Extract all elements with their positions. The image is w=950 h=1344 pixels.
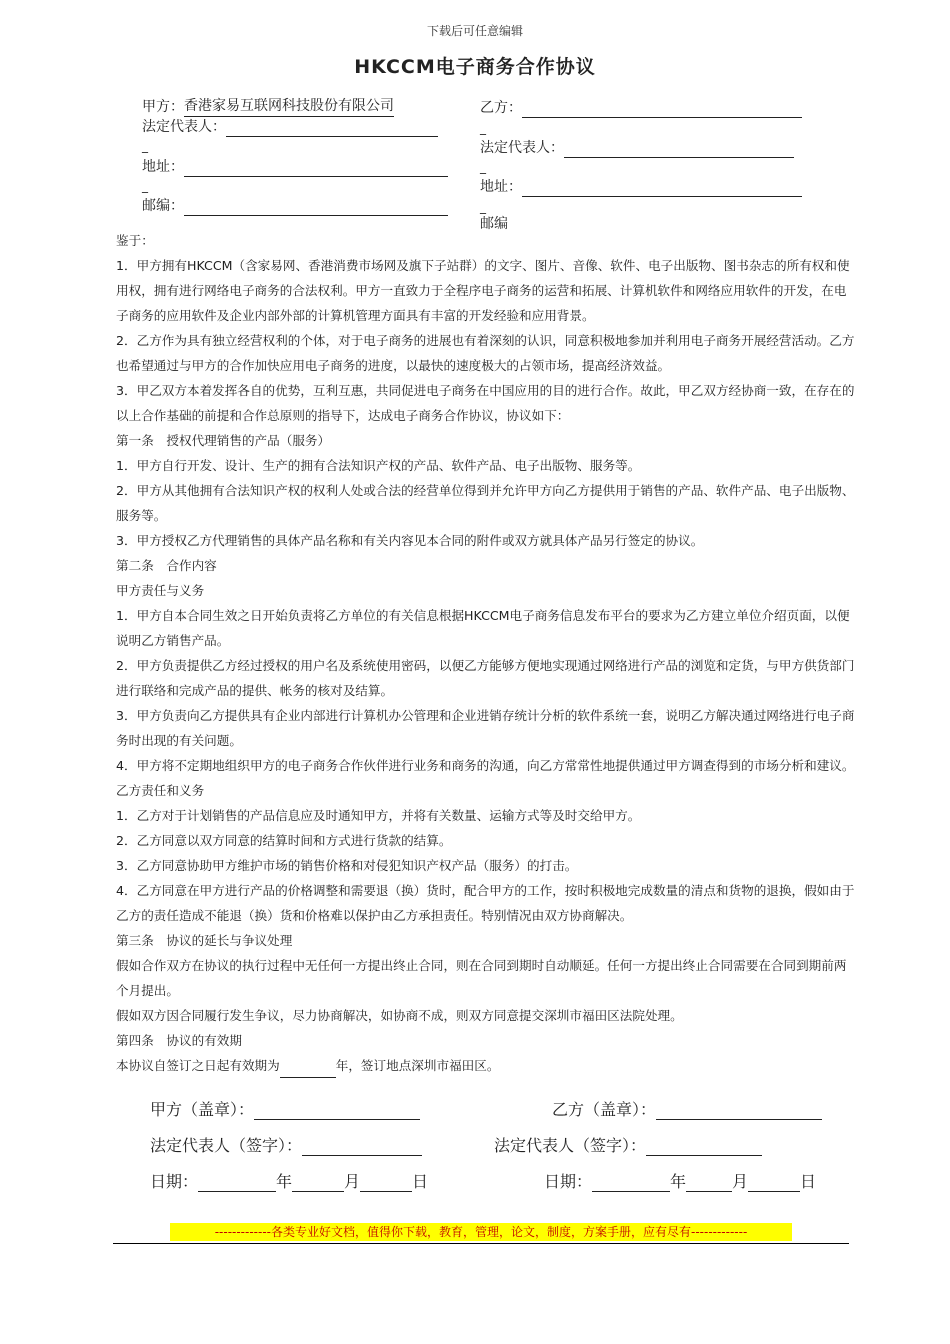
party-a-rep-overflow: _ xyxy=(142,139,148,153)
party-a-rep-line xyxy=(142,117,438,137)
party-a-address-overflow: _ xyxy=(142,179,148,193)
footer-banner: -------------各类专业好文档，值得你下载，教育，管理，论文，制度，方案手册，应有尽有------------- xyxy=(170,1223,792,1241)
party-a-rep-sign-label: 法定代表人（签字）： xyxy=(150,1136,303,1155)
party-a-rep-sign-line xyxy=(150,1133,422,1156)
paragraph: 2．乙方同意以双方同意的结算时间和方式进行货款的结算。 xyxy=(116,833,452,848)
party-a-rep-label: 法定代表人： xyxy=(142,119,226,135)
paragraph: 2．乙方作为具有独立经营权利的个体，对于电子商务的进展也有着深刻的认识，同意积极地参加并利用电子商务开展经营活动。乙方也希望通过与甲方的合作加快应用电子商务的进度，以最快的速度极大的占领市场，提高经济效益。 xyxy=(116,333,855,373)
preamble: 鉴于： xyxy=(116,233,154,248)
party-a-seal-line xyxy=(150,1097,420,1120)
validity-prefix: 本协议自签订之日起有效期为 xyxy=(116,1058,280,1073)
party-b-rep-sign-label: 法定代表人（签字）： xyxy=(494,1136,647,1155)
paragraph: 假如合作双方在协议的执行过程中无任何一方提出终止合同，则在合同到期时自动顺延。任何一方提出终止合同需要在合同到期前两个月提出。 xyxy=(116,958,847,998)
paragraph: 3．甲乙双方本着发挥各自的优势，互利互惠，共同促进电子商务在中国应用的目的进行合作。故此，甲乙双方经协商一致，在存在的以上合作基础的前提和合作总原则的指导下，达成电子商务合作协议，协议如下： xyxy=(116,383,855,423)
party-a-seal-blank xyxy=(254,1100,420,1120)
party-a-address-blank xyxy=(184,159,448,177)
header-note: 下载后可任意编辑 xyxy=(426,24,523,38)
party-a-postcode-blank xyxy=(184,198,448,216)
day-blank xyxy=(748,1172,800,1192)
year-label: 年 xyxy=(670,1172,687,1191)
party-b-name-blank xyxy=(522,100,802,118)
party-b-rep-sign-line xyxy=(494,1133,762,1156)
paragraph: 1．乙方对于计划销售的产品信息应及时通知甲方，并将有关数量、运输方式等及时交给甲方。 xyxy=(116,808,641,823)
party-a-postcode-line xyxy=(142,196,448,216)
party-b-rep-label: 法定代表人： xyxy=(480,140,564,156)
party-b-label: 乙方： xyxy=(480,100,522,116)
party-b-seal-line xyxy=(552,1097,822,1120)
paragraph: 3．甲方授权乙方代理销售的具体产品名称和有关内容见本合同的附件或双方就具体产品另行签定的协议。 xyxy=(116,533,704,548)
party-a-name-line xyxy=(142,96,394,117)
subsection-heading: 乙方责任和义务 xyxy=(116,783,205,798)
paragraph: 1．甲方自本合同生效之日开始负责将乙方单位的有关信息根据HKCCM电子商务信息发布平台的要求为乙方建立单位介绍页面，以便说明乙方销售产品。 xyxy=(116,608,850,648)
section-heading: 第四条 协议的有效期 xyxy=(116,1033,242,1048)
party-b-rep-sign-blank xyxy=(646,1136,762,1156)
month-blank xyxy=(292,1172,344,1192)
party-a-rep-blank xyxy=(226,119,438,137)
paragraph: 1．甲方拥有HKCCM（含家易网、香港消费市场网及旗下子站群）的文字、图片、音像、软件、电子出版物、图书杂志的所有权和使用权，拥有进行网络电子商务的合法权利。甲方一直致力于全程序电子商务的运营和拓展、计算机软件和网络应用软件的开发，在电子商务的应用软件及企业内部外部的计算机管理方面具有丰富的开发经验和应用背景。 xyxy=(116,258,850,323)
section-heading: 第三条 协议的延长与争议处理 xyxy=(116,933,293,948)
party-a-postcode-label: 邮编： xyxy=(142,198,184,214)
party-b-address-blank xyxy=(522,179,802,197)
document-title: HKCCM电子商务合作协议 xyxy=(354,56,596,78)
day-label: 日 xyxy=(800,1172,817,1191)
day-blank xyxy=(360,1172,412,1192)
party-b-rep-line xyxy=(480,138,794,158)
paragraph: 2．甲方负责提供乙方经过授权的用户名及系统使用密码，以便乙方能够方便地实现通过网络进行产品的浏览和定货，与甲方供货部门进行联络和完成产品的提供、帐务的核对及结算。 xyxy=(116,658,855,698)
paragraph: 1．甲方自行开发、设计、生产的拥有合法知识产权的产品、软件产品、电子出版物、服务等。 xyxy=(116,458,641,473)
contract-body xyxy=(116,228,856,1078)
party-b-postcode-label: 邮编 xyxy=(480,216,508,232)
section-heading: 第二条 合作内容 xyxy=(116,558,217,573)
date-label: 日期： xyxy=(544,1172,593,1191)
party-a-address-line xyxy=(142,157,448,177)
year-blank xyxy=(592,1172,670,1192)
paragraph: 4．甲方将不定期地组织甲方的电子商务合作伙伴进行业务和商务的沟通，向乙方常常性地提供通过甲方调查得到的市场分析和建议。 xyxy=(116,758,855,773)
party-b-name-line xyxy=(480,98,802,118)
paragraph: 假如双方因合同履行发生争议，尽力协商解决，如协商不成，则双方同意提交深圳市福田区法院处理。 xyxy=(116,1008,683,1023)
party-b-address-overflow: _ xyxy=(480,200,486,214)
party-a-name: 香港家易互联网科技股份有限公司 xyxy=(184,96,394,117)
month-label: 月 xyxy=(344,1172,361,1191)
party-b-rep-overflow: _ xyxy=(480,160,486,174)
party-b-date-line xyxy=(544,1169,816,1192)
party-b-rep-blank xyxy=(564,140,794,158)
party-b-postcode-clip xyxy=(480,213,540,232)
party-b-address-line xyxy=(480,177,802,197)
party-b-seal-blank xyxy=(656,1100,822,1120)
paragraph: 2．甲方从其他拥有合法知识产权的权利人处或合法的经营单位得到并允许甲方向乙方提供用于销售的产品、软件产品、电子出版物、服务等。 xyxy=(116,483,855,523)
month-label: 月 xyxy=(732,1172,749,1191)
footer-rule xyxy=(113,1243,849,1244)
party-a-seal-label: 甲方（盖章）： xyxy=(150,1100,255,1119)
paragraph: 3．甲方负责向乙方提供具有企业内部进行计算机办公管理和企业进销存统计分析的软件系统一套，说明乙方解决通过网络进行电子商务时出现的有关问题。 xyxy=(116,708,855,748)
party-b-address-label: 地址： xyxy=(480,179,522,195)
section-heading: 第一条 授权代理销售的产品（服务） xyxy=(116,433,331,448)
party-b-name-overflow: _ xyxy=(480,121,486,135)
party-a-address-label: 地址： xyxy=(142,159,184,175)
subsection-heading: 甲方责任与义务 xyxy=(116,583,205,598)
party-a-rep-sign-blank xyxy=(302,1136,422,1156)
party-b-seal-label: 乙方（盖章）： xyxy=(552,1100,657,1119)
party-a-date-line xyxy=(150,1169,428,1192)
day-label: 日 xyxy=(412,1172,429,1191)
party-a-label: 甲方： xyxy=(142,99,184,115)
year-blank xyxy=(198,1172,276,1192)
date-label: 日期： xyxy=(150,1172,199,1191)
validity-suffix: 年，签订地点深圳市福田区。 xyxy=(335,1058,500,1073)
paragraph: 4．乙方同意在甲方进行产品的价格调整和需要退（换）货时，配合甲方的工作，按时积极地完成数量的清点和货物的退换，假如由于乙方的责任造成不能退（换）货和价格难以保护由乙方承担责任。特别情况由双方协商解决。 xyxy=(116,883,855,923)
paragraph: 3．乙方同意协助甲方维护市场的销售价格和对侵犯知识产权产品（服务）的打击。 xyxy=(116,858,578,873)
validity-years-blank xyxy=(280,1062,336,1078)
year-label: 年 xyxy=(276,1172,293,1191)
month-blank xyxy=(686,1172,732,1192)
validity-line xyxy=(116,1053,856,1078)
